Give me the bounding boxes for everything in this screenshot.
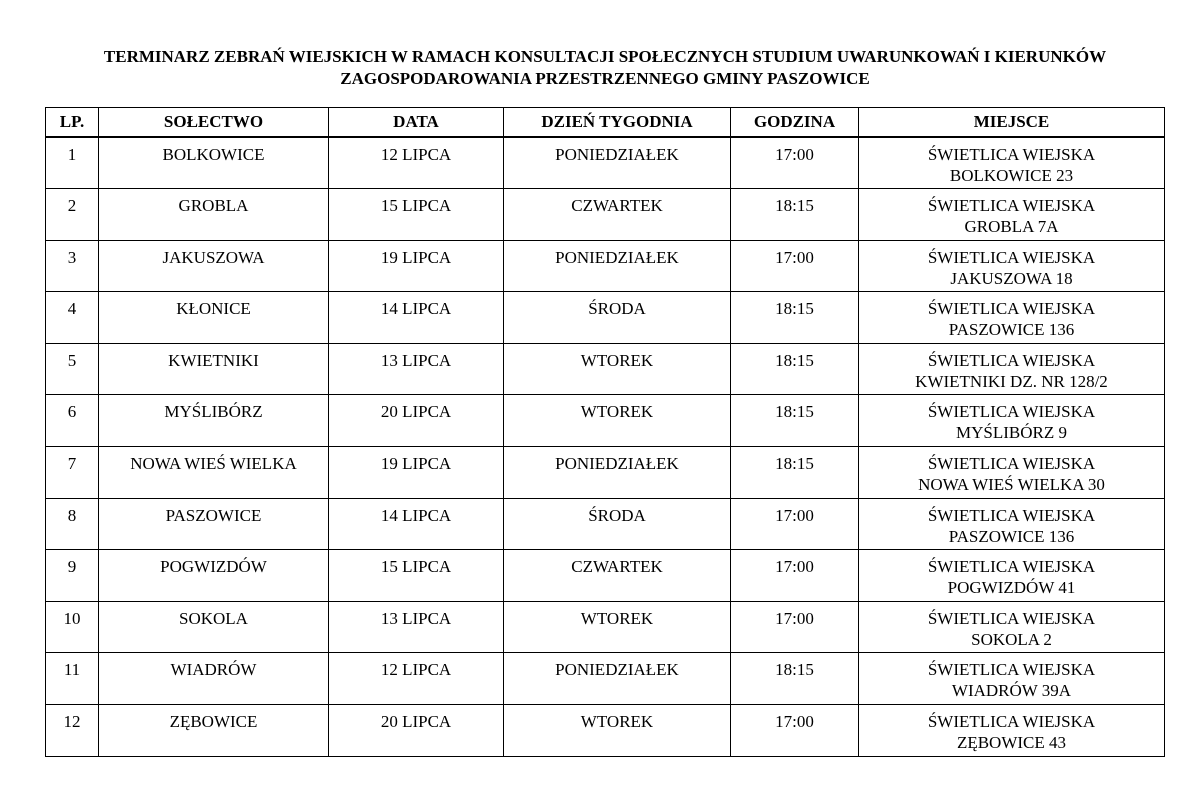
cell-godzina: 17:00 [731,705,859,757]
cell-dzien-tygodnia: WTOREK [504,705,731,757]
header-godzina: GODZINA [731,108,859,138]
cell-solectwo: MYŚLIBÓRZ [99,395,329,447]
cell-dzien-tygodnia: WTOREK [504,395,731,447]
cell-miejsce [859,343,1165,395]
cell-dzien-tygodnia: WTOREK [504,343,731,395]
title-line-2: ZAGOSPODAROWANIA PRZESTRZENNEGO GMINY PASZOWICE [340,69,870,88]
place-name: ŚWIETLICA WIEJSKA [927,454,1096,474]
table-row [46,137,1165,189]
cell-miejsce [859,601,1165,653]
cell-dzien-tygodnia: CZWARTEK [504,550,731,602]
cell-lp: 4 [46,292,99,344]
cell-godzina: 17:00 [731,550,859,602]
cell-data: 13 LIPCA [329,601,504,653]
cell-miejsce [859,653,1165,705]
cell-data: 19 LIPCA [329,240,504,292]
table-row [46,395,1165,447]
cell-lp: 9 [46,550,99,602]
cell-dzien-tygodnia: WTOREK [504,601,731,653]
place-name: ŚWIETLICA WIEJSKA [927,557,1096,577]
header-data: DATA [329,108,504,138]
cell-data: 20 LIPCA [329,705,504,757]
cell-lp: 7 [46,447,99,499]
place-address: POGWIZDÓW 41 [947,578,1076,598]
cell-godzina: 17:00 [731,240,859,292]
place-address: SOKOLA 2 [971,629,1052,649]
meeting-schedule-table [45,107,1165,757]
table-body [46,137,1165,756]
cell-godzina: 18:15 [731,343,859,395]
cell-solectwo: KŁONICE [99,292,329,344]
cell-lp: 5 [46,343,99,395]
cell-solectwo: PASZOWICE [99,498,329,550]
place-name: ŚWIETLICA WIEJSKA [927,299,1096,319]
table-row [46,292,1165,344]
cell-dzien-tygodnia: PONIEDZIAŁEK [504,653,731,705]
place-address: JAKUSZOWA 18 [950,268,1073,288]
cell-solectwo: JAKUSZOWA [99,240,329,292]
table-row [46,343,1165,395]
cell-lp: 2 [46,189,99,241]
header-solectwo: SOŁECTWO [99,108,329,138]
place-name: ŚWIETLICA WIEJSKA [927,247,1096,267]
cell-data: 12 LIPCA [329,653,504,705]
cell-godzina: 18:15 [731,292,859,344]
header-row [46,108,1165,138]
cell-solectwo: NOWA WIEŚ WIELKA [99,447,329,499]
cell-dzien-tygodnia: PONIEDZIAŁEK [504,447,731,499]
cell-godzina: 18:15 [731,653,859,705]
cell-godzina: 18:15 [731,189,859,241]
cell-miejsce [859,240,1165,292]
table-row [46,601,1165,653]
place-name: ŚWIETLICA WIEJSKA [927,660,1096,680]
table-row [46,498,1165,550]
cell-lp: 1 [46,137,99,189]
cell-godzina: 18:15 [731,447,859,499]
table-row [46,189,1165,241]
place-name: ŚWIETLICA WIEJSKA [927,402,1096,422]
header-miejsce: MIEJSCE [859,108,1165,138]
cell-solectwo: WIADRÓW [99,653,329,705]
cell-data: 14 LIPCA [329,498,504,550]
table-row [46,240,1165,292]
cell-solectwo: POGWIZDÓW [99,550,329,602]
cell-godzina: 18:15 [731,395,859,447]
cell-lp: 10 [46,601,99,653]
table-row [46,447,1165,499]
place-name: ŚWIETLICA WIEJSKA [927,196,1096,216]
place-address: WIADRÓW 39A [951,681,1072,701]
table-header [46,108,1165,138]
place-address: BOLKOWICE 23 [949,166,1074,185]
cell-data: 15 LIPCA [329,550,504,602]
cell-dzien-tygodnia: ŚRODA [504,498,731,550]
cell-data: 14 LIPCA [329,292,504,344]
cell-lp: 6 [46,395,99,447]
cell-miejsce [859,137,1165,189]
cell-solectwo: BOLKOWICE [99,137,329,189]
cell-solectwo: KWIETNIKI [99,343,329,395]
cell-miejsce [859,705,1165,757]
cell-data: 19 LIPCA [329,447,504,499]
place-address: NOWA WIEŚ WIELKA 30 [918,475,1105,495]
table-row [46,550,1165,602]
header-dzien-tygodnia: DZIEŃ TYGODNIA [504,108,731,138]
cell-miejsce [859,189,1165,241]
cell-miejsce [859,447,1165,499]
cell-solectwo: ZĘBOWICE [99,705,329,757]
cell-data: 20 LIPCA [329,395,504,447]
cell-dzien-tygodnia: ŚRODA [504,292,731,344]
table-row [46,653,1165,705]
cell-data: 13 LIPCA [329,343,504,395]
cell-godzina: 17:00 [731,601,859,653]
place-name: ŚWIETLICA WIEJSKA [927,505,1096,525]
cell-miejsce [859,498,1165,550]
title-line-1: TERMINARZ ZEBRAŃ WIEJSKICH W RAMACH KONSULTACJI SPOŁECZNYCH STUDIUM UWARUNKOWAŃ I KIERUNKÓW [103,47,1107,66]
cell-miejsce [859,292,1165,344]
cell-lp: 8 [46,498,99,550]
cell-dzien-tygodnia: CZWARTEK [504,189,731,241]
cell-dzien-tygodnia: PONIEDZIAŁEK [504,240,731,292]
cell-miejsce [859,550,1165,602]
place-name: ŚWIETLICA WIEJSKA [927,350,1096,370]
place-address: KWIETNIKI DZ. NR 128/2 [915,371,1108,391]
header-lp: LP. [46,108,99,138]
cell-data: 15 LIPCA [329,189,504,241]
place-address: PASZOWICE 136 [948,320,1075,340]
cell-dzien-tygodnia: PONIEDZIAŁEK [504,137,731,189]
place-name: ŚWIETLICA WIEJSKA [927,712,1096,732]
place-address: ZĘBOWICE 43 [956,733,1067,753]
cell-godzina: 17:00 [731,137,859,189]
place-address: MYŚLIBÓRZ 9 [956,423,1067,443]
place-address: PASZOWICE 136 [948,526,1075,546]
table-row [46,705,1165,757]
cell-miejsce [859,395,1165,447]
place-name: ŚWIETLICA WIEJSKA [927,145,1096,164]
cell-lp: 3 [46,240,99,292]
place-address: GROBLA 7A [964,217,1059,237]
cell-solectwo: GROBLA [99,189,329,241]
cell-godzina: 17:00 [731,498,859,550]
document-title [40,46,1170,90]
cell-solectwo: SOKOLA [99,601,329,653]
cell-data: 12 LIPCA [329,137,504,189]
cell-lp: 11 [46,653,99,705]
place-name: ŚWIETLICA WIEJSKA [927,608,1096,628]
cell-lp: 12 [46,705,99,757]
